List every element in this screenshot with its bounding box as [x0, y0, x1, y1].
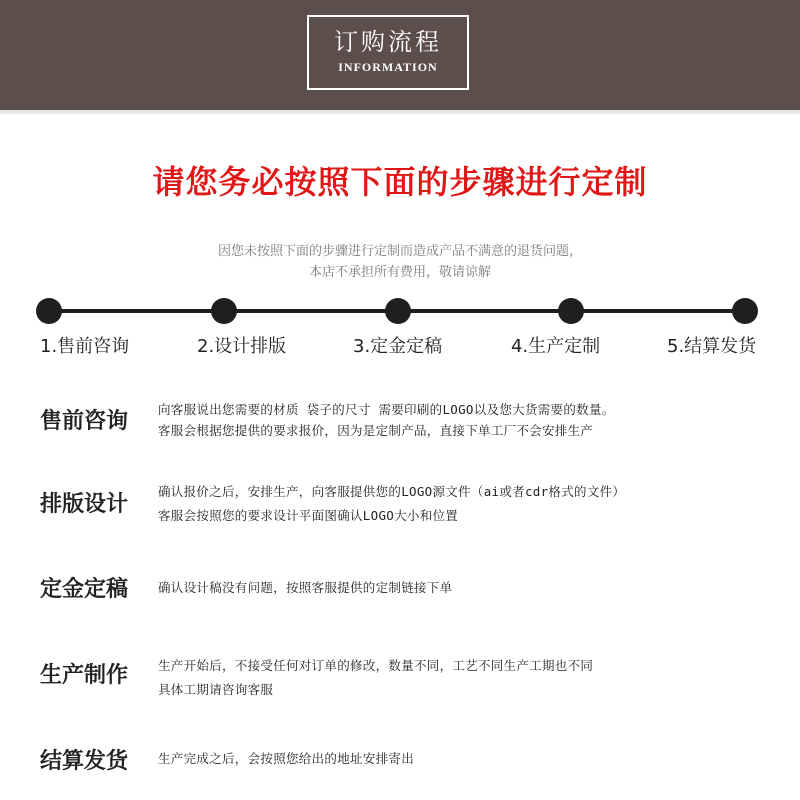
header-divider [0, 110, 800, 114]
step-label-3: 3.定金定稿 [353, 336, 443, 357]
timeline-dot-4 [558, 298, 584, 324]
page-title: 订购流程 [334, 28, 442, 56]
timeline-dot-5 [732, 298, 758, 324]
step-label-4: 4.生产定制 [511, 336, 601, 357]
step-label-2: 2.设计排版 [197, 336, 287, 357]
detail-line-5-1: 生产完成之后，会按照您给出的地址安排寄出 [158, 751, 415, 766]
detail-title-2: 排版设计 [40, 492, 129, 517]
header-title-box [307, 15, 469, 90]
detail-title-5: 结算发货 [40, 749, 129, 774]
timeline-dot-1 [36, 298, 62, 324]
detail-line-2-1: 确认报价之后，安排生产，向客服提供您的LOGO源文件（ai或者cdr格式的文件） [158, 484, 626, 499]
detail-title-1: 售前咨询 [40, 409, 129, 434]
timeline-dot-3 [385, 298, 411, 324]
headline: 请您务必按照下面的步骤进行定制 [152, 163, 648, 201]
detail-line-4-1: 生产开始后，不接受任何对订单的修改，数量不同，工艺不同生产工期也不同 [158, 658, 594, 673]
detail-line-4-2: 具体工期请咨询客服 [158, 682, 274, 697]
detail-title-4: 生产制作 [40, 663, 129, 688]
detail-line-3-1: 确认设计稿没有问题，按照客服提供的定制链接下单 [158, 580, 453, 595]
step-label-1: 1.售前咨询 [40, 336, 130, 357]
detail-line-1-2: 客服会根据您提供的要求报价，因为是定制产品，直接下单工厂不会安排生产 [158, 423, 594, 438]
page-subtitle: INFORMATION [338, 60, 438, 74]
header-banner [0, 0, 800, 110]
step-label-5: 5.结算发货 [667, 336, 757, 357]
detail-line-2-2: 客服会按照您的要求设计平面图确认LOGO大小和位置 [158, 508, 459, 523]
detail-line-1-1: 向客服说出您需要的材质 袋子的尺寸 需要印刷的LOGO以及您大货需要的数量。 [158, 402, 615, 417]
notice-line-2: 本店不承担所有费用，敬请谅解 [308, 265, 491, 280]
timeline-dot-2 [211, 298, 237, 324]
detail-title-3: 定金定稿 [40, 577, 129, 602]
notice-line-1: 因您未按照下面的步骤进行定制而造成产品不满意的退货问题， [217, 244, 582, 259]
